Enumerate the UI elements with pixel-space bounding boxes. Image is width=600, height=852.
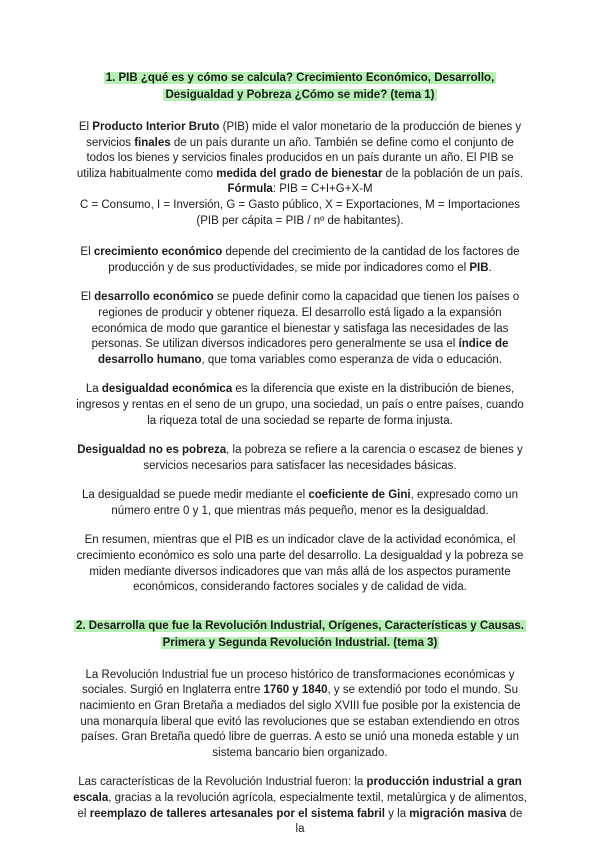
pib-per-capita: (PIB per cápita = PIB / nº de habitantes). xyxy=(196,214,404,227)
section-2-heading: 2. Desarrolla que fue la Revolución Industrial, Orígenes, Características y Causas. Primera y Segunda Revolución Industrial. (tema 3) xyxy=(75,619,525,649)
formula-text: : PIB = C+I+G+X-M xyxy=(272,183,373,196)
section-1-heading: 1. PIB ¿qué es y cómo se calcula? Crecimiento Económico, Desarrollo, Desigualdad y Pobreza ¿Cómo se mide? (tema 1) xyxy=(105,72,495,101)
desarrollo-paragraph: El desarrollo económico se puede definir como la capacidad que tienen los países o regiones de producir y obtener riqueza. El desarrollo está ligado a la expansión económica de modo que garantice el bienestar y satisfaga las necesidades de las personas. Se utilizan diversos indicadores pero generalmente se usa el índice de desarrollo humano, que toma variables como esperanza de vida o educación. xyxy=(80,291,520,366)
term-desarrollo: desarrollo económico xyxy=(94,291,214,304)
term-migracion: migración masiva xyxy=(409,807,507,820)
pib-block xyxy=(72,120,528,229)
term-gini: coeficiente de Gini xyxy=(308,489,411,502)
term-desigualdad: desigualdad económica xyxy=(101,383,233,396)
term-pib-short: PIB xyxy=(469,261,489,274)
formula-legend: C = Consumo, I = Inversión, G = Gasto público, X = Exportaciones, M = Importaciones xyxy=(79,198,521,211)
resumen-paragraph: En resumen, mientras que el PIB es un indicador clave de la actividad económica, el crecimiento económico es solo una parte del desarrollo. La desigualdad y la pobreza se miden mediante diversos indicadores que van más allá de los aspectos puramente económicos, considerando factores sociales y de calidad de vida. xyxy=(76,534,524,594)
section-2-heading-wrap xyxy=(72,618,528,652)
term-desigualdad-no-pobreza: Desigualdad no es pobreza xyxy=(77,444,227,457)
term-crecimiento: crecimiento económico xyxy=(93,246,223,259)
section-1-heading-wrap xyxy=(72,70,528,104)
term-idh: índice de desarrollo humano xyxy=(98,338,509,366)
term-produccion: producción industrial a gran escala xyxy=(73,776,522,804)
revolucion-paragraph: La Revolución Industrial fue un proceso histórico de transformaciones económicas y sociales. Surgió en Inglaterra entre 1760 y 1840, y se extendió por todo el mundo. Su nacimiento en Gran Bretaña a mediados del siglo XVIII fue posible por la existencia de una monarquía liberal que evitó las revoluciones que se estaban extendiendo en otros países. Gran Bretaña quedó libre de guerras. A esto se unió una moneda estable y un sistema bancario bien organizado. xyxy=(79,668,521,759)
term-sistema-fabril: reemplazo de talleres artesanales por el sistema fabril xyxy=(89,807,385,820)
pib-paragraph: El Producto Interior Bruto (PIB) mide el valor monetario de la producción de bienes y servicios finales de un país durante un año. También se define como el conjunto de todos los bienes y servicios finales producidos en un país durante un año. El PIB se utiliza habitualmente como medida del grado de bienestar de la población de un país. xyxy=(76,121,524,180)
term-bienestar: medida del grado de bienestar xyxy=(216,167,383,180)
term-pib: Producto Interior Bruto xyxy=(92,121,220,133)
term-fechas: 1760 y 1840 xyxy=(263,684,328,697)
gini-paragraph: La desigualdad se puede medir mediante el coeficiente de Gini, expresado como un número entre 0 y 1, que mientras más pequeño, menor es la desigualdad. xyxy=(82,489,518,517)
crecimiento-paragraph: El crecimiento económico depende del crecimiento de la cantidad de los factores de producción y de sus productividades, se mide por indicadores como el PIB. xyxy=(80,246,520,274)
pobreza-paragraph: Desigualdad no es pobreza, la pobreza se refiere a la carencia o escasez de bienes y servicios necesarios para satisfacer las necesidades básicas. xyxy=(77,444,523,472)
term-finales: finales xyxy=(134,136,171,149)
formula-label: Fórmula xyxy=(227,183,273,196)
pib-formula xyxy=(72,182,528,198)
document-page xyxy=(72,70,528,852)
caracteristicas-paragraph: Las características de la Revolución Industrial fueron: la producción industrial a gran escala, gracias a la revolución agrícola, especialmente textil, metalúrgica y de alimentos, el reemplazo de talleres artesanales por el sistema fabril y la migración masiva de la xyxy=(73,776,527,836)
desigualdad-paragraph: La desigualdad económica es la diferencia que existe en la distribución de bienes, ingresos y rentas en el seno de un grupo, una sociedad, un país o entre países, cuando la riqueza total de una sociedad se reparte de forma injusta. xyxy=(76,383,524,427)
